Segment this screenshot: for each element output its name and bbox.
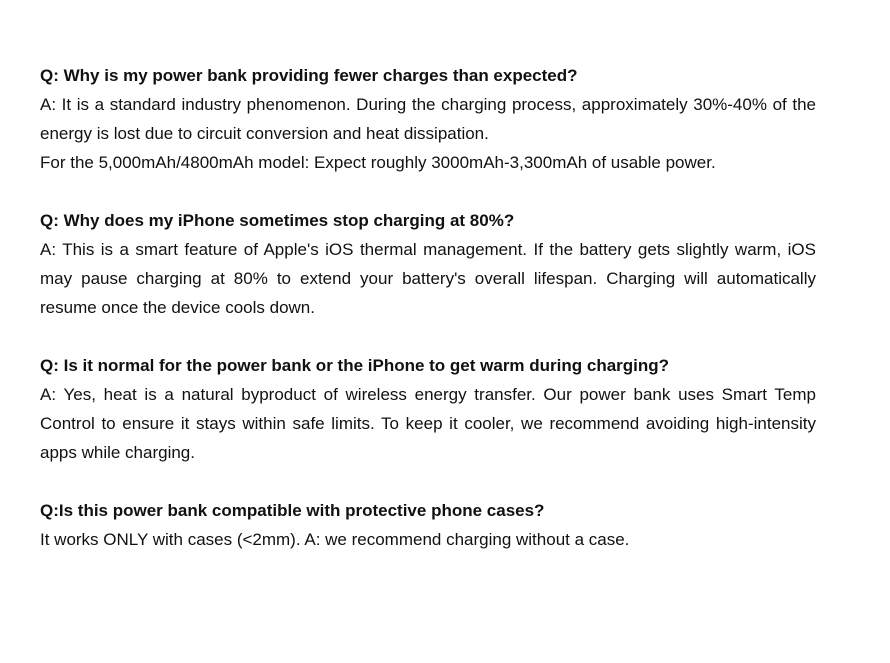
- faq-question: Q: Why is my power bank providing fewer charges than expected?: [40, 66, 578, 85]
- faq-question: Q: Why does my iPhone sometimes stop charging at 80%?: [40, 211, 515, 230]
- faq-answer-line: It works ONLY with cases (<2mm). A: we recommend charging without a case.: [40, 530, 630, 549]
- faq-list: [40, 61, 816, 583]
- faq-answer-line: A: It is a standard industry phenomenon. During the charging process, approximately 30%-40% of the energy is lost due to circuit conversion and heat dissipation.: [40, 95, 816, 143]
- faq-answer-line: A: Yes, heat is a natural byproduct of wireless energy transfer. Our power bank uses Smart Temp Control to ensure it stays within safe limits. To keep it cooler, we recommend avoiding high-intensity apps while charging.: [40, 385, 816, 462]
- faq-item-fewer-charges: [40, 61, 816, 177]
- faq-item-phone-cases: [40, 496, 816, 554]
- faq-item-warm-charging: [40, 351, 816, 467]
- faq-question: Q: Is it normal for the power bank or the iPhone to get warm during charging?: [40, 356, 670, 375]
- faq-question: Q:Is this power bank compatible with protective phone cases?: [40, 501, 545, 520]
- faq-answer-line: For the 5,000mAh/4800mAh model: Expect roughly 3000mAh-3,300mAh of usable power.: [40, 153, 716, 172]
- faq-item-stop-at-80: [40, 206, 816, 322]
- faq-answer-line: A: This is a smart feature of Apple's iOS thermal management. If the battery gets slightly warm, iOS may pause charging at 80% to extend your battery's overall lifespan. Charging will automatically resume once the device cools down.: [40, 240, 816, 317]
